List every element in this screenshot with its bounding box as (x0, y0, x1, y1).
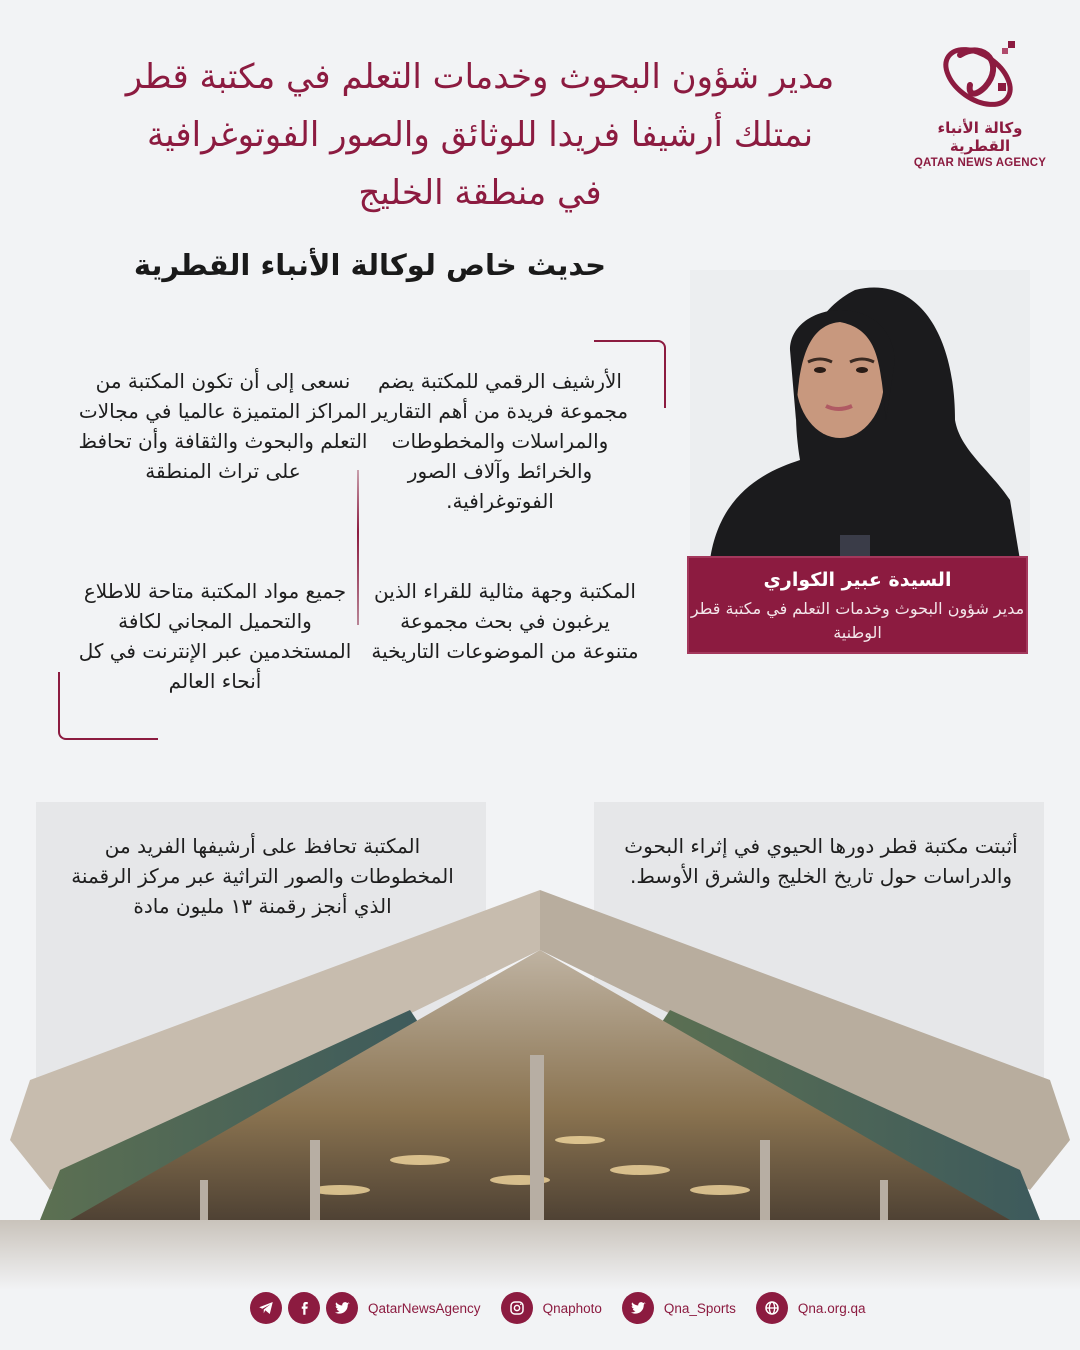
person-title: مدير شؤون البحوث وخدمات التعلم في مكتبة قطر الوطنية (690, 599, 1025, 642)
headline (50, 48, 910, 222)
twitter-icon[interactable] (622, 1292, 654, 1324)
handle-qatarnewsagency[interactable]: QatarNewsAgency (368, 1300, 481, 1316)
qna-emblem-icon (930, 35, 1030, 117)
headline-line-3: في منطقة الخليج (358, 173, 602, 213)
portrait-photo (690, 270, 1030, 560)
quote-free-access: جميع مواد المكتبة متاحة للاطلاع والتحميل المجاني لكافة المستخدمين عبر الإنترنت في كل أنحاء العالم (78, 579, 352, 693)
facebook-icon[interactable] (288, 1292, 320, 1324)
qna-logo (905, 35, 1055, 169)
quote-library-ambition: نسعى إلى أن تكون المكتبة من المراكز المتميزة عالميا في مجالات التعلم والبحوث والثقافة وأن تحافظ على تراث المنطقة (78, 369, 368, 483)
social-footer (250, 1290, 879, 1326)
handle-qna-sports[interactable]: Qna_Sports (663, 1300, 736, 1316)
headline-line-1: مدير شؤون البحوث وخدمات التعلم في مكتبة قطر (125, 57, 835, 97)
logo-english-name: QATAR NEWS AGENCY (913, 157, 1047, 169)
globe-icon[interactable] (756, 1292, 788, 1324)
panel-text-right: أثبتت مكتبة قطر دورها الحيوي في إثراء البحوث والدراسات حول تاريخ الخليج والشرق الأوسط. (624, 834, 1018, 888)
headline-line-2: نمتلك أرشيفا فريدا للوثائق والصور الفوتوغرافية (146, 115, 814, 155)
subheading: حديث خاص لوكالة الأنباء القطرية (133, 248, 607, 282)
person-name: السيدة عبير الكواري (763, 569, 952, 591)
panel-text-left: المكتبة تحافظ على أرشيفها الفريد من المخطوطات والصور التراثية عبر مركز الرقمنة الذي أنجز رقمنة ١٣ مليون مادة (71, 834, 454, 918)
handle-qnaphoto[interactable]: Qnaphoto (542, 1300, 602, 1316)
instagram-icon[interactable] (501, 1292, 533, 1324)
telegram-icon[interactable] (250, 1292, 282, 1324)
quote-digital-archive: الأرشيف الرقمي للمكتبة يضم مجموعة فريدة من أهم التقارير والمراسلات والمخطوطات والخرائط وآلاف الصور الفوتوغرافية. (371, 369, 629, 513)
person-name-card (687, 556, 1028, 654)
twitter-icon[interactable] (326, 1292, 358, 1324)
handle-website[interactable]: Qna.org.qa (797, 1300, 866, 1316)
quote-reader-destination: المكتبة وجهة مثالية للقراء الذين يرغبون في بحث مجموعة متنوعة من الموضوعات التاريخية (371, 579, 639, 663)
logo-arabic-name: وكالة الأنباء القطرية (937, 119, 1023, 155)
library-building-photo (0, 890, 1080, 1290)
